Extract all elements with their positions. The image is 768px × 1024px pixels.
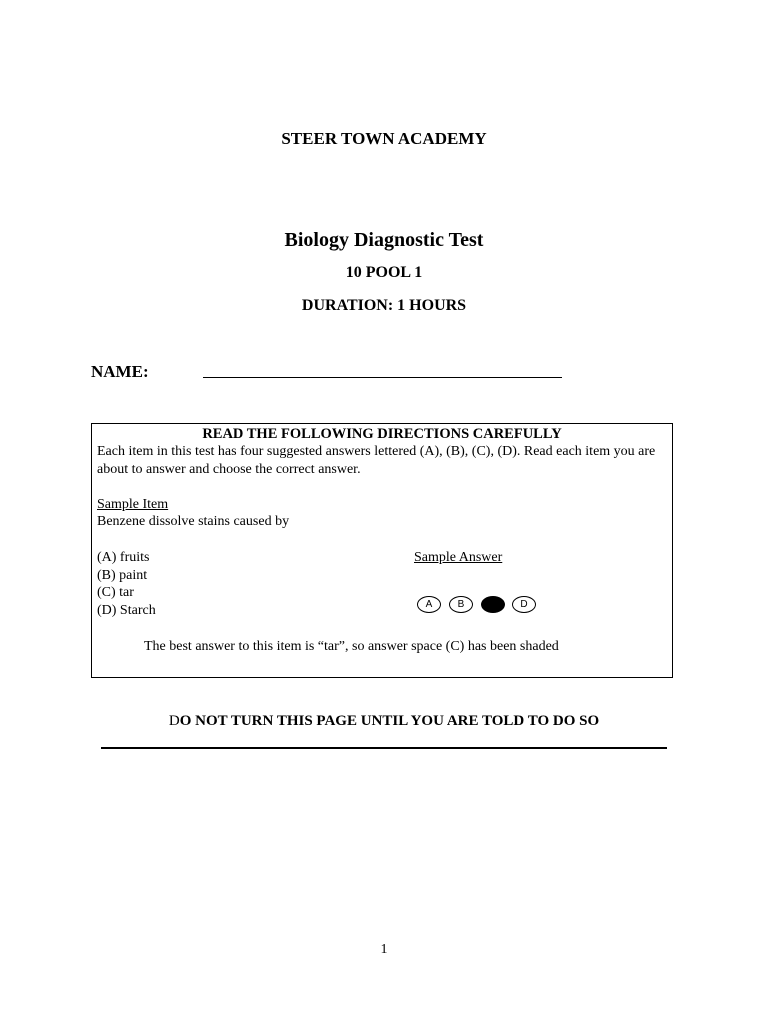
name-field[interactable] bbox=[203, 377, 562, 378]
warning-text bbox=[0, 713, 768, 730]
pool-label: 10 POOL 1 bbox=[345, 264, 423, 281]
best-answer-note: The best answer to this item is “tar”, so answer space (C) has been shaded bbox=[144, 639, 559, 654]
option-c: (C) tar bbox=[97, 585, 134, 600]
warning-lead: D bbox=[168, 713, 180, 729]
answer-bubble-d: D bbox=[512, 596, 536, 613]
sample-item-label: Sample Item bbox=[97, 497, 169, 512]
directions-heading: READ THE FOLLOWING DIRECTIONS CAREFULLY bbox=[202, 426, 562, 442]
directions-text: Each item in this test has four suggested answers lettered (A), (B), (C), (D). Read each item you are about to answer and choose the correct answer. bbox=[97, 444, 656, 477]
option-a: (A) fruits bbox=[97, 550, 150, 565]
warning-rest: O NOT TURN THIS PAGE UNTIL YOU ARE TOLD TO DO SO bbox=[179, 713, 600, 729]
answer-bubble-a: A bbox=[417, 596, 441, 613]
divider-line bbox=[101, 747, 667, 749]
sample-answer-label: Sample Answer bbox=[414, 550, 503, 565]
school-name: STEER TOWN ACADEMY bbox=[281, 129, 487, 148]
page-number: 1 bbox=[380, 942, 388, 957]
test-title: Biology Diagnostic Test bbox=[284, 229, 484, 251]
option-d: (D) Starch bbox=[97, 603, 156, 618]
directions-box bbox=[91, 423, 673, 678]
sample-question: Benzene dissolve stains caused by bbox=[97, 514, 290, 529]
answer-bubble-c: C bbox=[481, 596, 505, 613]
answer-bubble-b: B bbox=[449, 596, 473, 613]
option-b: (B) paint bbox=[97, 568, 148, 583]
duration-label: DURATION: 1 HOURS bbox=[301, 297, 467, 314]
name-label: NAME: bbox=[91, 362, 149, 381]
